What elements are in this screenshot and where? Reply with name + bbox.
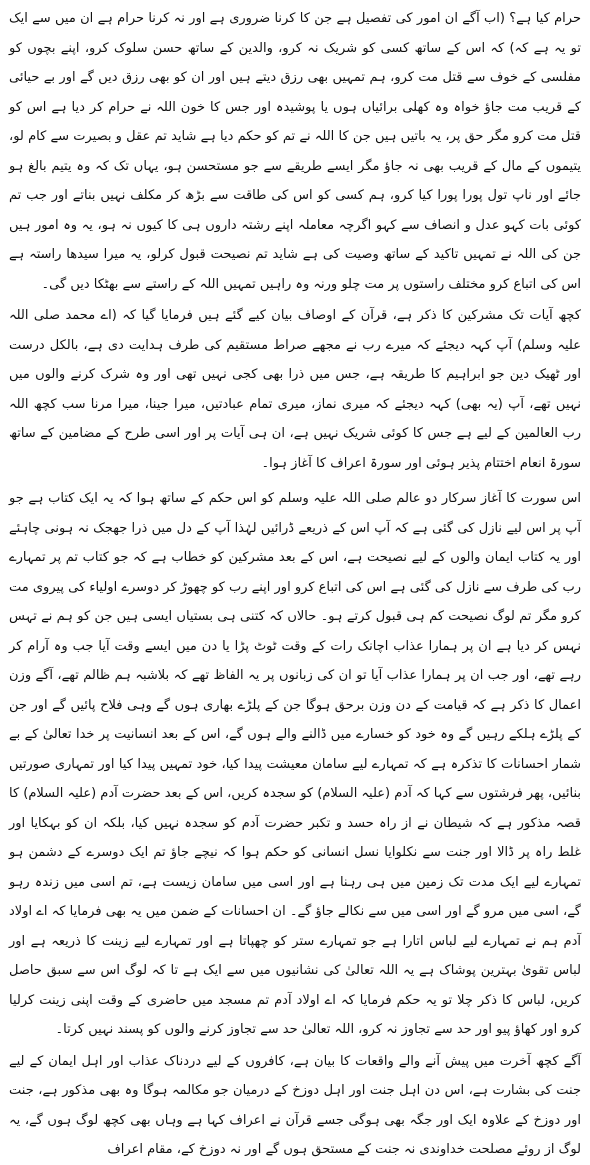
paragraph-end-of-anam: کچھ آیات تک مشرکین کا ذکر ہے، قرآن کے اوصاف بیان کیے گئے ہیں فرمایا گیا کہ (اے محمد صلی اللہ علیہ وسلم) آپ کہہ دیجئے کہ میرے رب نے مجھے صراط مستقیم کی طرف ہدایت دی ہے، بالکل درست اور ٹھیک دین جو ابراہیم کا طریقہ ہے، جس میں ذرا بھی کجی نہیں تھی اور وہ شرک کرنے والوں میں نہیں تھے، آپ (یہ بھی) کہہ دیجئے کہ میری نماز، میری تمام عبادتیں، میرا جینا، میرا مرنا سب کچھ اللہ رب العالمین کے لیے ہے جس کا کوئی شریک نہیں ہے، ان ہی آیات پر اور اسی طرح کے مضامین کے ساتھ سورۃ انعام اختتام پذیر ہوئی اور سورۃ اعراف کا آغاز ہوا۔ [9, 308, 581, 471]
paragraph-commandments: حرام کیا ہے؟ (اب آگے ان امور کی تفصیل ہے جن کا کرنا ضروری ہے اور نہ کرنا حرام ہے ان میں سے ایک تو یہ ہے کہ) کہ اس کے ساتھ کسی کو شریک نہ کرو، والدین کے ساتھ حسن سلوک کرو، اپنے بچوں کو مفلسی کے خوف سے قتل مت کرو، ہم تمہیں بھی رزق دیتے ہیں اور ان کو بھی رزق دیں گے اور بے حیائی کے قریب مت جاؤ خواہ وہ کھلی برائیاں ہوں یا پوشیدہ اور جس کا خون اللہ نے حرام کر دیا ہے اس کو قتل مت کرو مگر حق پر، یہ باتیں ہیں جن کا اللہ نے تم کو حکم دیا ہے شاید تم عقل و بصیرت سے کام لو، یتیموں کے مال کے قریب بھی نہ جاؤ مگر ایسے طریقے سے جو مستحسن ہو، یہاں تک کہ وہ یتیم بالغ ہو جائے اور ناپ تول پورا پورا کیا کرو، ہم کسی کو اس کی طاقت سے بڑھ کر مکلف نہیں بناتے اور جب تم کوئی بات کہو عدل و انصاف سے کہو اگرچہ معاملہ اپنے رشتہ داروں ہی کا کیوں نہ ہو، یہ وہ امور ہیں جن کی اللہ نے تمہیں تاکید کے ساتھ وصیت کی ہے شاید تم نصیحت قبول کرلو، یہ میرا سیدھا راستہ ہے اس کی اتباع کرو مختلف راستوں پر مت چلو ورنہ وہ راہیں تمہیں اللہ کے راستے سے بھٹکا دیں گی۔ [9, 11, 581, 292]
paragraph-start-of-araf: اس سورت کا آغاز سرکار دو عالم صلی اللہ علیہ وسلم کو اس حکم کے ساتھ ہوا کہ یہ ایک کتاب ہے جو آپ پر اس لیے نازل کی گئی ہے کہ آپ اس کے ذریعے ڈرائیں لہٰذا آپ کے دل میں ذرا جھجک نہ ہونی چاہئے اور یہ کتاب ایمان والوں کے لیے نصیحت ہے، اس کے بعد مشرکین کو خطاب ہے کہ جو کتاب تم پر تمہارے رب کی طرف سے نازل کی گئی ہے اس کی اتباع کرو اور اپنے رب کو چھوڑ کر دوسرے اولیاء کی پیروی مت کرو مگر تم لوگ نصیحت کم ہی قبول کرتے ہو۔ حالاں کہ کتنی ہی بستیاں ایسی ہیں جن کو ہم نے تہس نہس کر دیا ہے ان پر ہمارا عذاب اچانک رات کے وقت ٹوٹ پڑا یا دن میں ایسے وقت آیا جب وہ آرام کر رہے تھے، اور جب ان پر ہمارا عذاب آیا تو ان کی زبانوں پر یہ الفاظ تھے کہ بلاشبہ ہم ظالم تھے، آگے وزن اعمال کا ذکر ہے کہ قیامت کے دن وزن برحق ہوگا جن کے پلڑے بھاری ہوں گے وہی فلاح پائیں گے اور جن کے پلڑے ہلکے رہیں گے وہ خود کو خسارے میں ڈالنے والے ہوں گے، اس کے بعد انسانیت پر خدا تعالیٰ کے بے شمار احسانات کا تذکرہ ہے کہ تمہارے لیے سامان معیشت پیدا کیا، خود تمہیں پیدا کیا اور تمہاری صورتیں بنائیں، پھر فرشتوں سے کہا کہ آدم (علیہ السلام) کو سجدہ کریں، اس کے بعد حضرت آدم (علیہ السلام) کا قصہ مذکور ہے کہ شیطان نے از راہ حسد و تکبر حضرت آدم کو سجدہ نہیں کیا، بلکہ ان کو بہکایا اور غلط راہ پر ڈالا اور جنت سے نکلوایا نسل انسانی کو حکم ہوا کہ نیچے جاؤ تم ایک دوسرے کے دشمن ہو تمہارے لیے ایک مدت تک زمین میں ہی رہنا ہے اور اسی میں سامان زیست ہے، تم اسی میں زندہ رہو گے، اسی میں مرو گے اور اسی میں سے نکالے جاؤ گے۔ ان احسانات کے ضمن میں یہ بھی فرمایا کہ اے اولاد آدم ہم نے تمہارے لیے لباس اتارا ہے جو تمہارے ستر کو چھپاتا ہے اور تمہارے لیے زینت کا ذریعہ ہے اور لباس تقویٰ بہترین پوشاک ہے یہ اللہ تعالیٰ کی نشانیوں میں سے ایک ہے تا کہ لوگ اس سے سبق حاصل کریں، لباس کا ذکر چلا تو یہ حکم فرمایا کہ اے اولاد آدم تم مسجد میں حاضری کے وقت اپنی زینت کرلیا کرو اور کھاؤ پیو اور حد سے تجاوز نہ کرو، اللہ تعالیٰ حد سے تجاوز کرنے والوں کو پسند نہیں کرتا۔ [9, 491, 581, 1037]
paragraph-hereafter: آگے کچھ آخرت میں پیش آنے والے واقعات کا بیان ہے، کافروں کے لیے دردناک عذاب اور اہل ایمان کے لیے جنت کی بشارت ہے، اس دن اہل جنت اور اہل دوزخ کے درمیان جو مکالمہ ہوگا وہ بھی مذکور ہے، جنت اور دوزخ کے علاوہ ایک اور جگہ بھی ہوگی جسے قرآن نے اعراف کہا ہے وہاں بھی کچھ لوگ ہوں گے، یہ لوگ از روئے مصلحت خداوندی نہ جنت کے مستحق ہوں گے اور نہ دوزخ کے، مقام اعراف [9, 1053, 581, 1157]
